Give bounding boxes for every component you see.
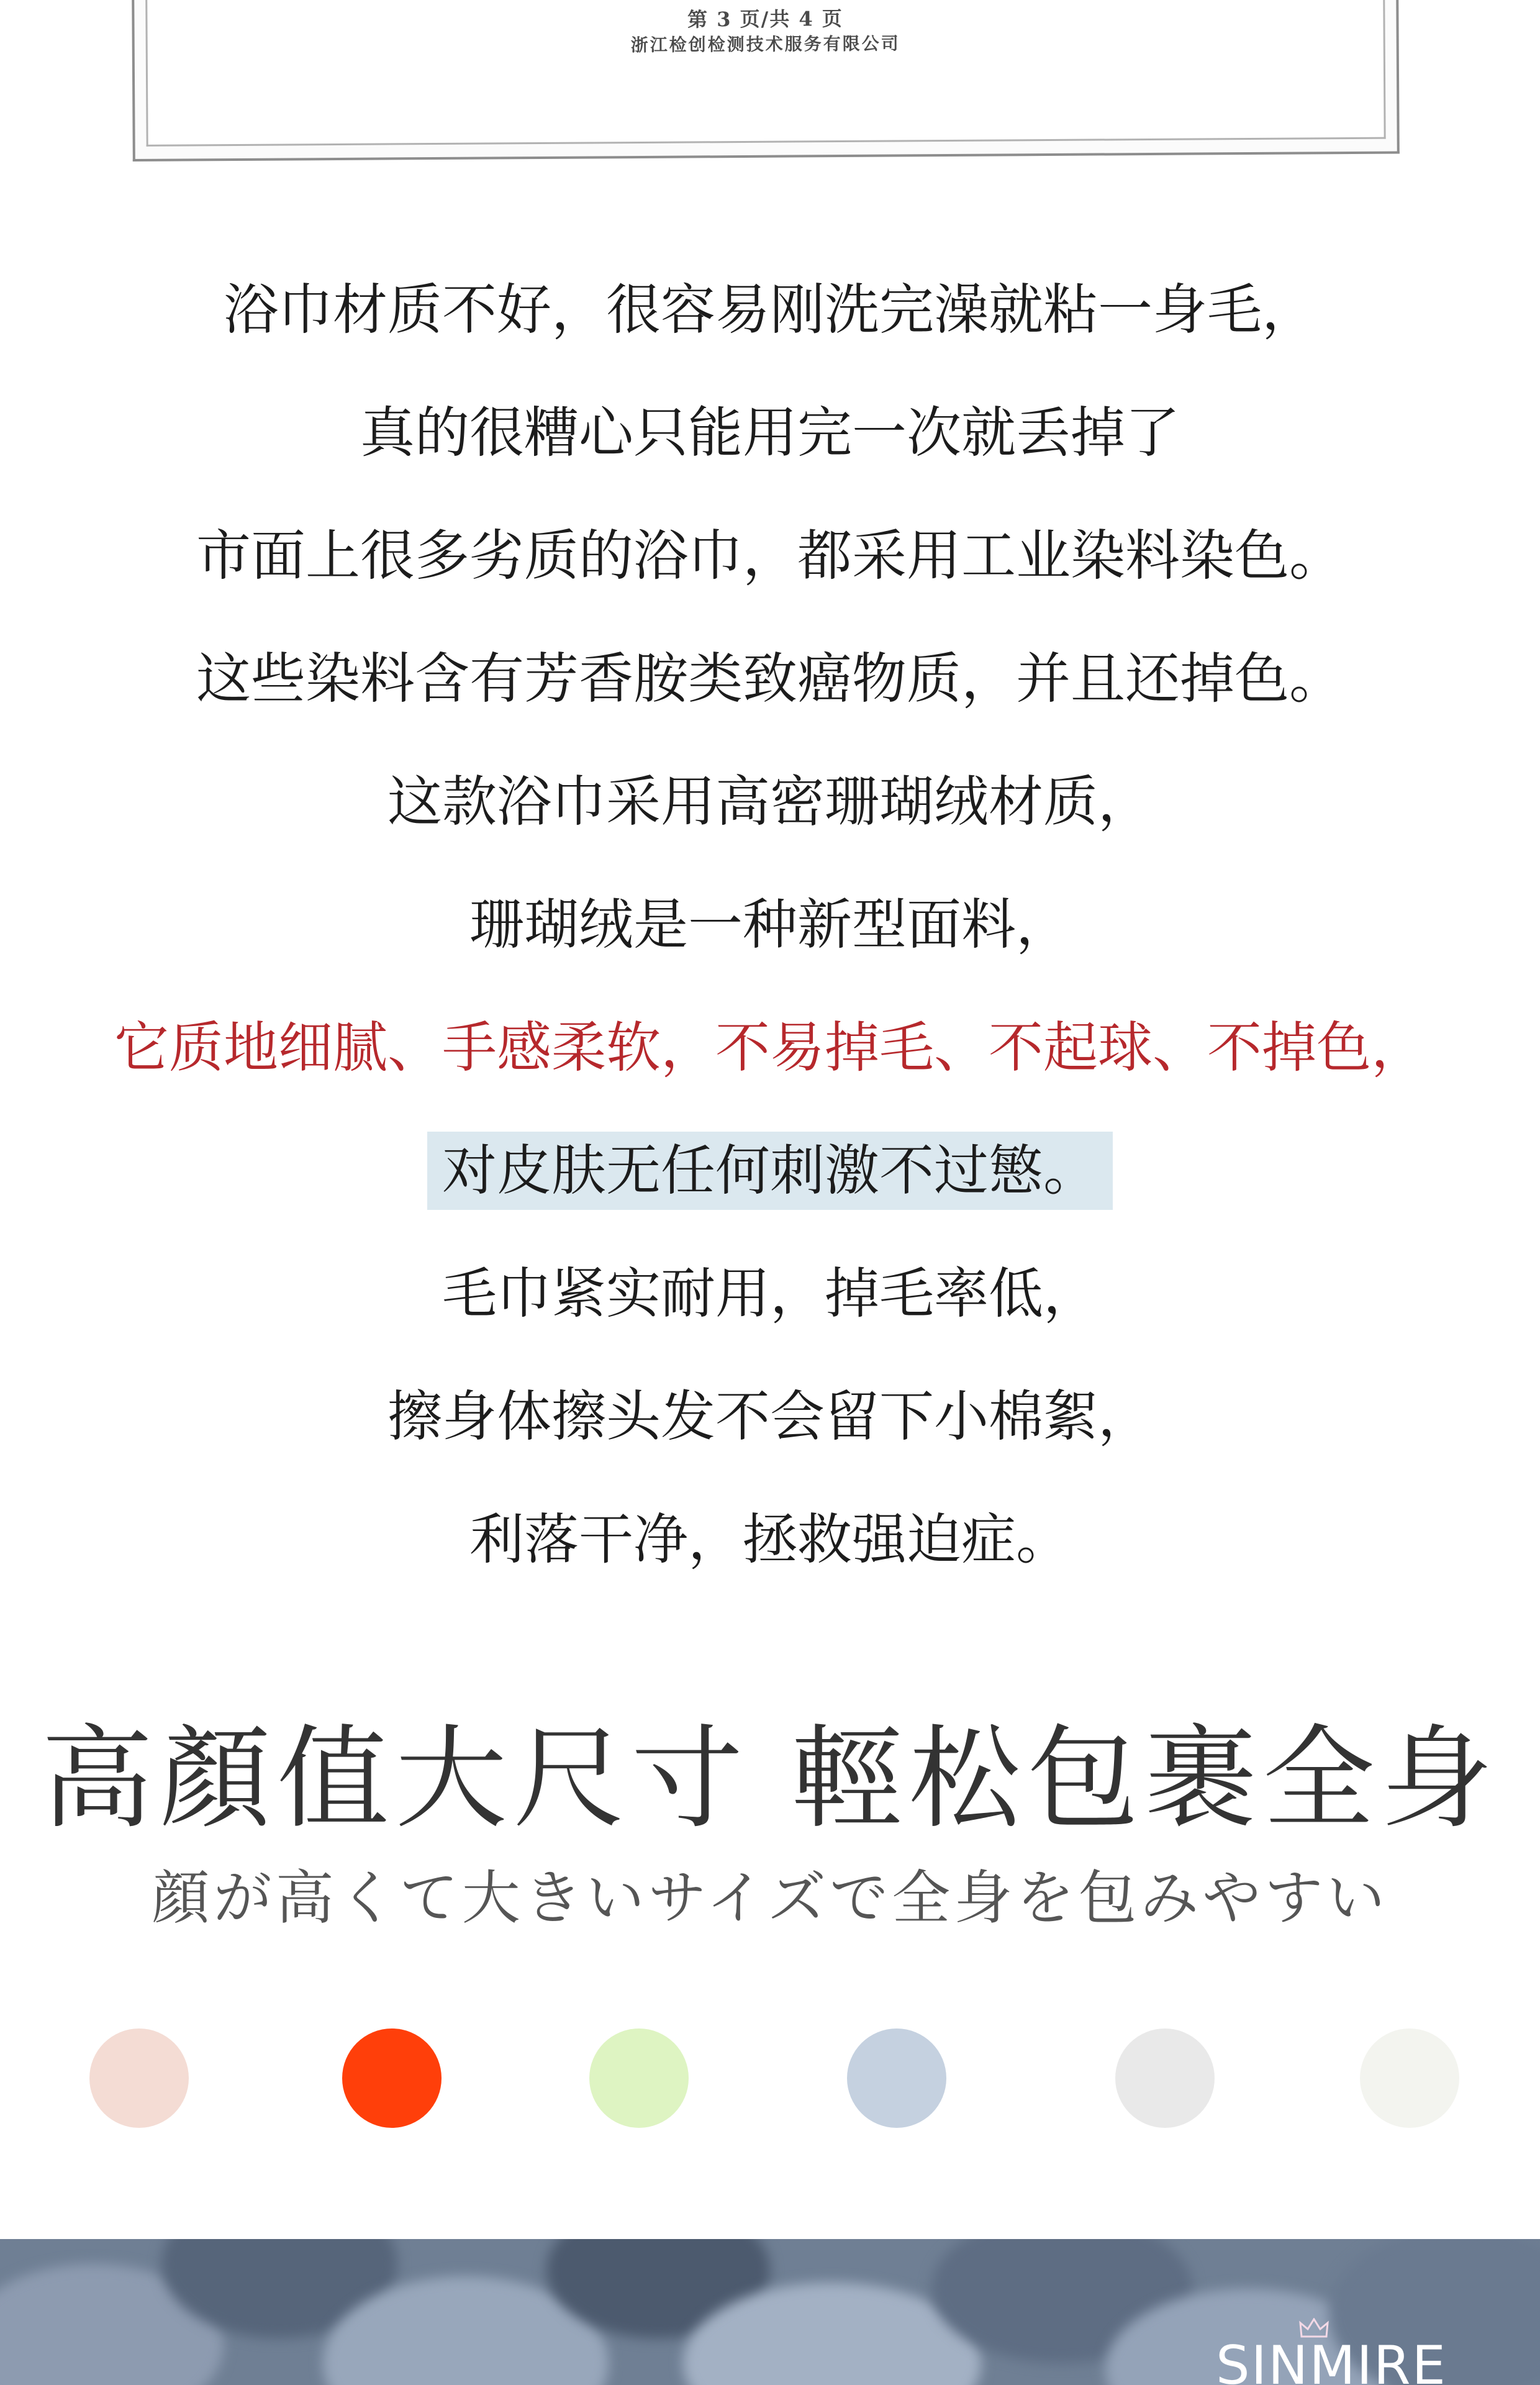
description-line-highlighted [0, 1109, 1540, 1232]
description-text: 真的很糟心只能用完一次就丢掉了 [360, 401, 1180, 465]
description-line [0, 1232, 1540, 1355]
description-text: 市面上很多劣质的浴巾，都采用工业染料染色。 [196, 524, 1344, 588]
color-swatch-gray[interactable] [1115, 2028, 1215, 2128]
description-line [0, 494, 1540, 617]
section-subtitle: 顔が高くて大きいサイズで全身を包みやすい [151, 1865, 1389, 1932]
description-line [0, 248, 1540, 371]
description-line [0, 1478, 1540, 1601]
section-title: 高顏值大尺寸 輕松包裹全身 [41, 1714, 1499, 1844]
report-page-number: 第 3 页/共 4 页 [687, 7, 843, 32]
color-swatch-white[interactable] [1360, 2028, 1459, 2128]
emphasis-text: 它质地细腻、手感柔软，不易掉毛、不起球、不掉色， [114, 1015, 1426, 1080]
report-company-name: 浙江检创检测技术服务有限公司 [630, 33, 900, 56]
test-report-page [145, 0, 1386, 147]
color-swatch-pink[interactable] [89, 2028, 189, 2128]
highlighted-text: 对皮肤无任何刺激不过慜。 [427, 1132, 1113, 1210]
description-line-emphasis [0, 986, 1540, 1109]
description-line [0, 371, 1540, 494]
description-text: 这款浴巾采用高密珊瑚绒材质， [387, 770, 1153, 834]
description-line [0, 863, 1540, 986]
color-swatch-green[interactable] [589, 2028, 689, 2128]
description-text: 珊瑚绒是一种新型面料， [469, 893, 1071, 957]
brand-logo: SINMIRE [1216, 2335, 1447, 2385]
description-text: 这些染料含有芳香胺类致癌物质，并且还掉色。 [196, 647, 1344, 711]
description-line [0, 1355, 1540, 1478]
color-swatch-orange[interactable] [342, 2028, 442, 2128]
description-line [0, 740, 1540, 863]
description-line [0, 617, 1540, 740]
test-report-document [132, 0, 1400, 161]
color-swatch-blue[interactable] [847, 2028, 946, 2128]
description-text: 利落干净，拯救强迫症。 [469, 1507, 1071, 1572]
description-text: 擦身体擦头发不会留下小棉絮， [387, 1384, 1153, 1449]
product-description [0, 248, 1540, 1601]
description-text: 浴巾材质不好，很容易刚洗完澡就粘一身毛， [223, 278, 1316, 342]
fabric-texture-photo [0, 2239, 1540, 2385]
description-text: 毛巾紧实耐用，掉毛率低， [442, 1261, 1098, 1326]
